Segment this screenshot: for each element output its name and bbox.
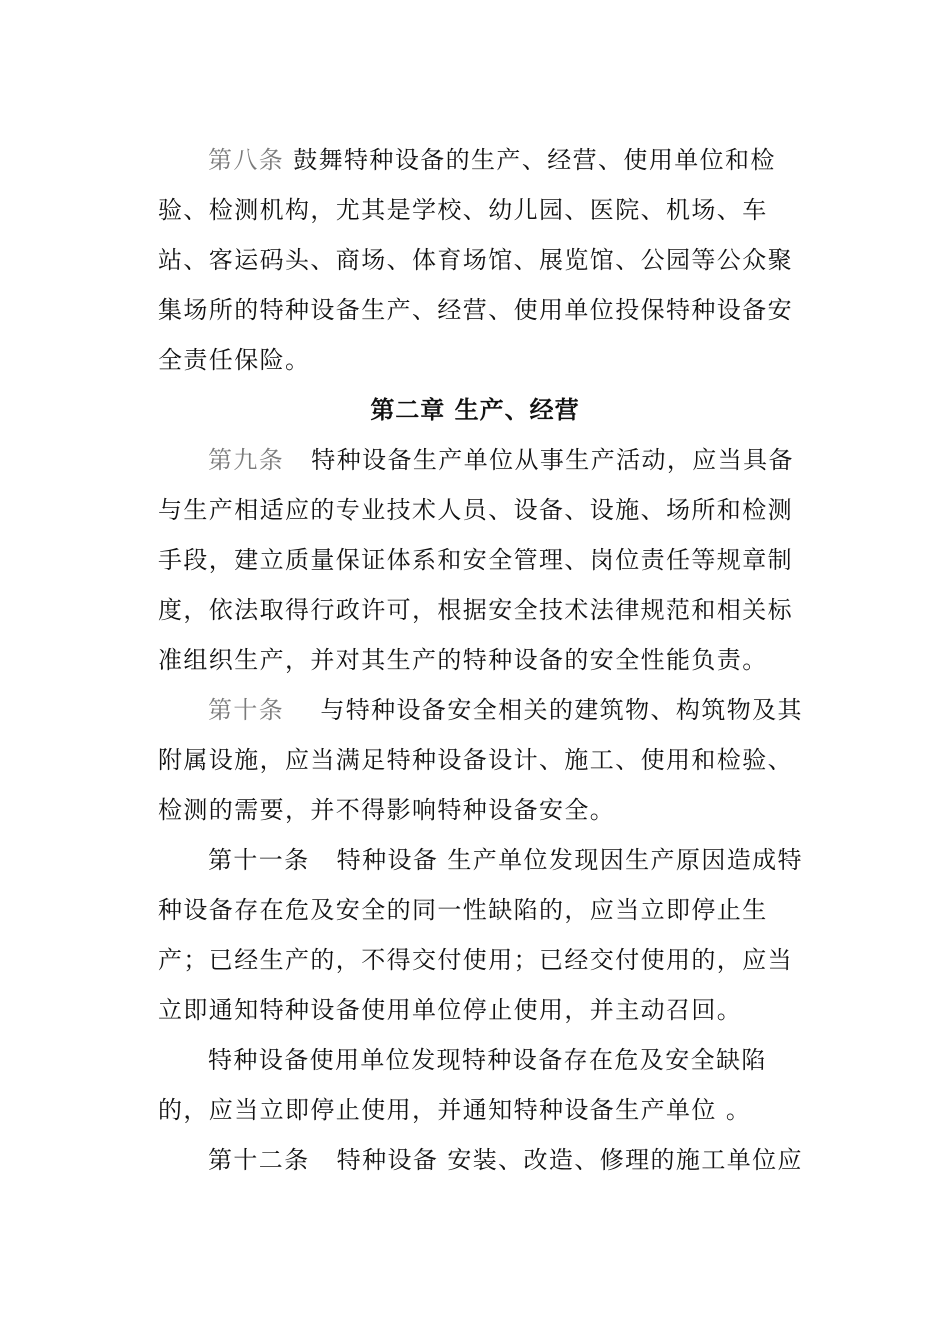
chapter-title: 第二章 生产、经营 — [370, 395, 580, 424]
article-8-line-5: 全责任保险。 — [158, 346, 311, 374]
article-10-line-2: 附属设施，应当满足特种设备设计、施工、使用和检验、 — [158, 746, 793, 774]
article-10-text: 与特种设备安全相关的建筑物、构筑物及其 — [284, 696, 803, 724]
article-8-number: 第八条 — [208, 146, 285, 174]
article-8-line-4: 集场所的特种设备生产、经营、使用单位投保特种设备安 — [158, 296, 793, 324]
article-9-text: 特种设备生产单位从事生产活动，应当具备 — [284, 446, 794, 474]
article-9-line-4: 度，依法取得行政许可，根据安全技术法律规范和相关标 — [158, 596, 793, 624]
article-9-line-1 — [208, 435, 794, 485]
article-8-line-3: 站、客运码头、商场、体育场馆、展览馆、公园等公众聚 — [158, 246, 793, 274]
article-11-line-2: 种设备存在危及安全的同一性缺陷的，应当立即停止生 — [158, 896, 768, 924]
article-12-line-1: 第十二条 特种设备 安装、改造、修理的施工单位应 — [208, 1146, 803, 1174]
article-8-line-2: 验、检测机构，尤其是学校、幼儿园、医院、机场、车 — [158, 196, 768, 224]
article-8-text: 鼓舞特种设备的生产、经营、使用单位和检 — [284, 146, 776, 174]
article-8-line-1 — [208, 135, 776, 185]
article-11-para-2-line-2: 的，应当立即停止使用，并通知特种设备生产单位 。 — [158, 1096, 752, 1124]
article-10-line-3: 检测的需要，并不得影响特种设备安全。 — [158, 796, 616, 824]
article-9-line-3: 手段，建立质量保证体系和安全管理、岗位责任等规章制 — [158, 546, 793, 574]
article-11-line-3: 产；已经生产的，不得交付使用；已经交付使用的，应当 — [158, 946, 793, 974]
article-9-number: 第九条 — [208, 446, 285, 474]
article-10-line-1 — [208, 685, 803, 735]
article-10-number: 第十条 — [208, 696, 285, 724]
article-11-line-1: 第十一条 特种设备 生产单位发现因生产原因造成特 — [208, 846, 803, 874]
article-11-para-2-line-1: 特种设备使用单位发现特种设备存在危及安全缺陷 — [208, 1046, 767, 1074]
article-9-line-5: 准组织生产，并对其生产的特种设备的安全性能负责。 — [158, 646, 768, 674]
article-9-line-2: 与生产相适应的专业技术人员、设备、设施、场所和检测 — [158, 496, 793, 524]
article-11-line-4: 立即通知特种设备使用单位停止使用，并主动召回。 — [158, 996, 743, 1024]
